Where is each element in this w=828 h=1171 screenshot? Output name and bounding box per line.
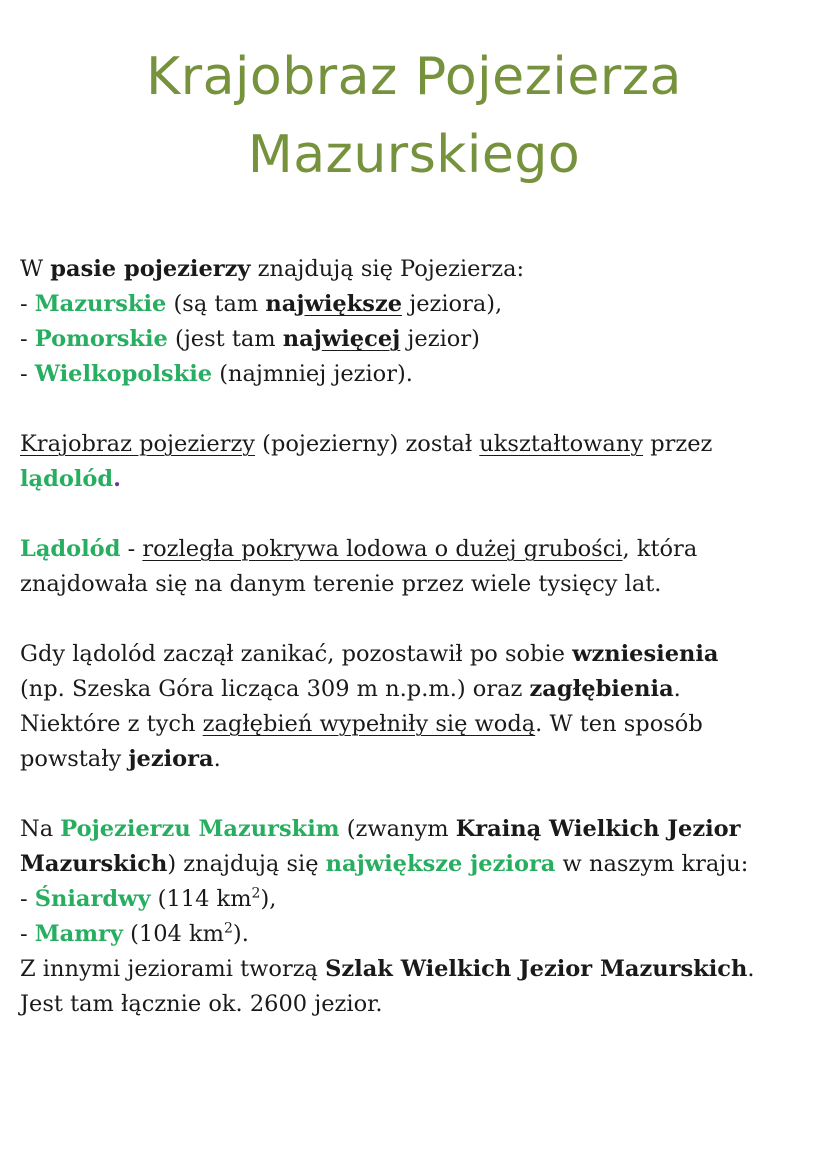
highlight-text: Pomorskie [34,326,168,352]
document-body [20,252,820,1057]
text: W [20,256,51,282]
text: znajdują się Pojezierza: [250,256,525,282]
underlined-text: rozległa pokrywa lodowa o dużej grubości [142,536,623,562]
text-line [20,707,820,742]
highlight-text: największe jeziora [325,851,556,877]
text: (np. Szeska Góra licząca 309 m n.p.m.) oraz [20,676,530,702]
text: . [747,956,755,982]
text: (jest tam [167,326,283,352]
text-line: Jest tam łącznie ok. 2600 jezior. [20,991,383,1017]
text-line [20,742,820,777]
text-line [20,637,820,672]
text: ). [232,921,249,947]
paragraph-formation [20,637,820,777]
text: - [20,326,35,352]
title-line-1: Krajobraz Pojezierza [146,47,682,107]
text: . [673,676,681,702]
text-line [20,252,820,287]
text: jezior) [400,326,480,352]
text-line [20,427,820,462]
text: w naszym kraju: [555,851,749,877]
bold-text: wzniesienia [572,641,719,667]
bold-underlined-text: więcej [321,326,401,352]
paragraph-lake-districts [20,252,820,392]
text-line [20,462,820,497]
bold-text: jeziora [128,746,214,772]
text: - [20,291,35,317]
superscript: 2 [251,885,261,902]
paragraph-definition [20,532,820,602]
bold-text: zagłębienia [529,676,674,702]
text-line [20,812,820,847]
list-item-wielkopolskie [20,357,820,392]
text: - [20,361,35,387]
bold-text: Krainą Wielkich Jezior [455,816,741,842]
underlined-text: zagłębień wypełniły się wodą [202,711,536,737]
text: (104 km [123,921,224,947]
text: powstały [20,746,129,772]
highlight-text: Śniardwy [34,886,151,912]
text: , która [622,536,698,562]
text: Z innymi jeziorami tworzą [20,956,326,982]
text: (114 km [150,886,252,912]
text: (najmniej jezior). [212,361,413,387]
bold-text: Szlak Wielkich Jezior Mazurskich [325,956,748,982]
text: - [20,921,35,947]
text: . W ten sposób [535,711,703,737]
underlined-text: Krajobraz pojezierzy [20,431,256,457]
highlight-text: Mamry [34,921,123,947]
list-item-sniardwy [20,882,820,917]
text-line [20,952,820,987]
text: - [120,536,143,562]
text-line [20,847,820,882]
list-item-mazurskie [20,287,820,322]
title-line-2: Mazurskiego [247,125,581,185]
text: ) znajdują się [167,851,326,877]
bold-text: pasie pojezierzy [50,256,251,282]
highlight-text: Mazurskie [34,291,167,317]
bold-text: naj [282,326,322,352]
superscript: 2 [224,920,233,937]
paragraph-mazury [20,812,820,1022]
text: Niektóre z tych [20,711,203,737]
text: Na [20,816,61,842]
list-item-mamry [20,917,820,952]
list-item-pomorskie [20,322,820,357]
bold-text: Mazurskich [20,851,168,877]
text-line [20,672,820,707]
text: . [213,746,221,772]
highlight-text: Lądolód [20,536,121,562]
highlight-text: Wielkopolskie [34,361,213,387]
highlight-text: Pojezierzu Mazurskim [60,816,340,842]
text: ), [260,886,277,912]
text-line [20,532,820,567]
page-title [0,38,828,194]
underlined-text: ukształtowany [479,431,644,457]
highlight-text: lądolód [20,466,114,492]
bold-underlined-text: większe [304,291,403,317]
text: (pojezierny) został [255,431,480,457]
text: (są tam [166,291,266,317]
text-line: znajdowała się na danym terenie przez wiele tysięcy lat. [20,571,662,597]
text: przez [643,431,713,457]
text: (zwanym [339,816,456,842]
text: jeziora), [402,291,503,317]
bold-text: naj [265,291,305,317]
text: Gdy lądolód zaczął zanikać, pozostawił po sobie [20,641,573,667]
paragraph-landscape [20,427,820,497]
text: . [113,466,121,492]
text: - [20,886,35,912]
